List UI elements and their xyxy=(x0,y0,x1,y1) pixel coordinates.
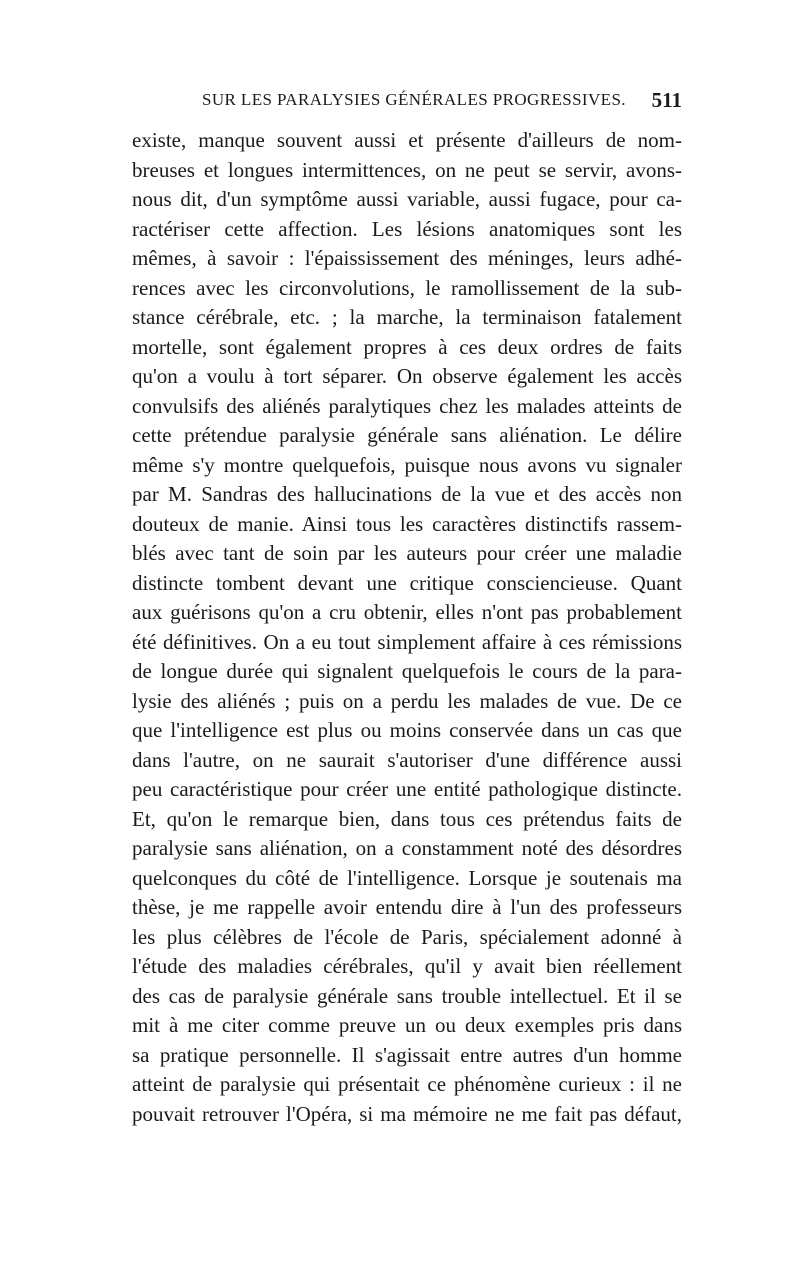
text-line: quelconques du côté de l'intelligence. Lorsque je soutenais ma xyxy=(132,865,682,890)
text-line: cette prétendue paralysie générale sans aliénation. Le délire xyxy=(132,423,682,447)
text-line: pouvait retrouver l'Opéra, si ma mémoire ne me fait pas défaut, xyxy=(132,1101,682,1126)
text-line: distincte tombent devant une critique consciencieuse. Quant xyxy=(132,570,682,595)
text-line: stance cérébrale, etc. ; la marche, la terminaison fatalement xyxy=(132,305,682,329)
text-line: que l'intelligence est plus ou moins conservée dans un cas que xyxy=(132,718,682,742)
text-line: blés avec tant de soin par les auteurs pour créer une maladie xyxy=(132,541,682,565)
running-head xyxy=(132,90,682,116)
text-line: ractériser cette affection. Les lésions anatomiques sont les xyxy=(132,216,682,241)
text-line: été définitives. On a eu tout simplement affaire à ces rémissions xyxy=(132,629,682,654)
text-line: rences avec les circonvolutions, le ramollissement de la sub- xyxy=(132,275,682,300)
text-line: atteint de paralysie qui présentait ce phénomène curieux : il ne xyxy=(132,1072,682,1096)
text-line: qu'on a voulu à tort séparer. On observe également les accès xyxy=(132,364,682,388)
text-line: les plus célèbres de l'école de Paris, spécialement adonné à xyxy=(132,924,682,949)
text-line: mêmes, à savoir : l'épaississement des méninges, leurs adhé- xyxy=(132,246,682,270)
body-text xyxy=(132,126,682,1129)
text-line: convulsifs des aliénés paralytiques chez les malades atteints de xyxy=(132,393,682,418)
text-line: douteux de manie. Ainsi tous les caractères distinctifs rassem- xyxy=(132,511,682,536)
text-line: thèse, je me rappelle avoir entendu dire à l'un des professeurs xyxy=(132,895,682,919)
text-line: par M. Sandras des hallucinations de la vue et des accès non xyxy=(132,482,682,506)
text-line: même s'y montre quelquefois, puisque nous avons vu signaler xyxy=(132,452,682,477)
text-line: des cas de paralysie générale sans trouble intellectuel. Et il se xyxy=(132,983,682,1008)
text-line: paralysie sans aliénation, on a constamment noté des désordres xyxy=(132,836,682,860)
text-line: l'étude des maladies cérébrales, qu'il y avait bien réellement xyxy=(132,954,682,978)
text-line: existe, manque souvent aussi et présente d'ailleurs de nom- xyxy=(132,128,682,152)
text-line: de longue durée qui signalent quelquefois le cours de la para- xyxy=(132,659,682,683)
text-line: nous dit, d'un symptôme aussi variable, aussi fugace, pour ca- xyxy=(132,187,682,211)
text-line: aux guérisons qu'on a cru obtenir, elles n'ont pas probablement xyxy=(132,600,682,624)
text-line: mortelle, sont également propres à ces deux ordres de faits xyxy=(132,334,682,359)
text-line: mit à me citer comme preuve un ou deux exemples pris dans xyxy=(132,1013,682,1037)
text-line: peu caractéristique pour créer une entité pathologique distincte. xyxy=(132,777,682,801)
page-number: 511 xyxy=(651,88,682,112)
text-line: Et, qu'on le remarque bien, dans tous ces prétendus faits de xyxy=(132,806,682,831)
text-line: sa pratique personnelle. Il s'agissait entre autres d'un homme xyxy=(132,1042,682,1067)
text-line: breuses et longues intermittences, on ne peut se servir, avons- xyxy=(132,157,682,182)
text-line: lysie des aliénés ; puis on a perdu les malades de vue. De ce xyxy=(132,688,682,713)
text-line: dans l'autre, on ne saurait s'autoriser d'une différence aussi xyxy=(132,747,682,772)
running-title: SUR LES PARALYSIES GÉNÉRALES PROGRESSIVES. xyxy=(202,90,626,109)
